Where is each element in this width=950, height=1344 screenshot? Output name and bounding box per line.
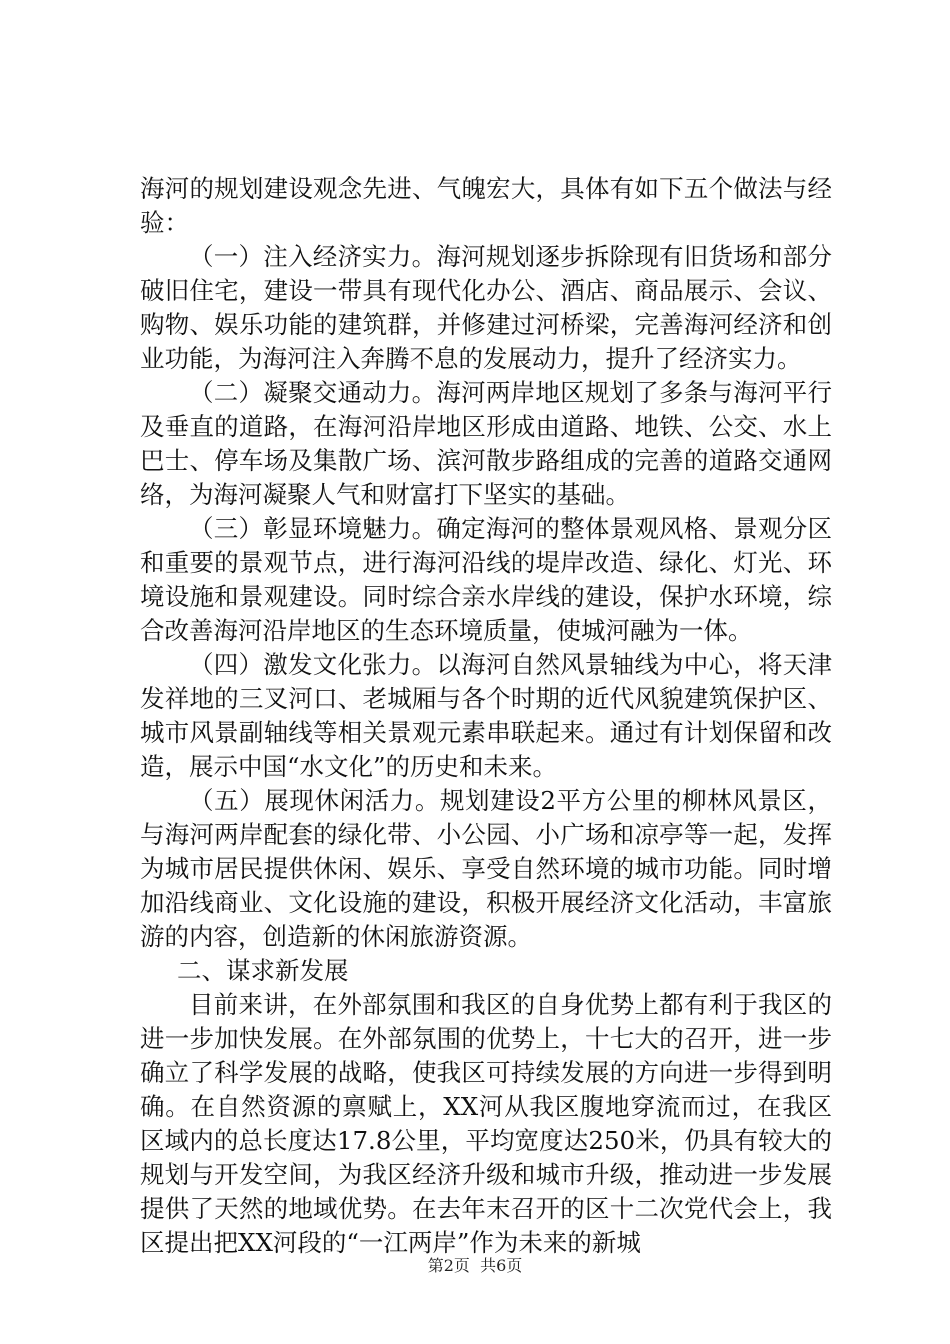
paragraph-item-1: （一）注入经济实力。海河规划逐步拆除现有旧货场和部分破旧住宅，建设一带具有现代化办公、酒店、商品展示、会议、购物、娱乐功能的建筑群，并修建过河桥梁，完善海河经济和创业功能，为海河注入奔腾不息的发展动力，提升了经济实力。: [140, 242, 832, 373]
paragraph-item-4: （四）激发文化张力。以海河自然风景轴线为中心，将天津发祥地的三叉河口、老城厢与各个时期的近代风貌建筑保护区、城市风景副轴线等相关景观元素串联起来。通过有计划保留和改造，展示中国“水文化”的历史和未来。: [140, 650, 832, 781]
document-body: [140, 172, 832, 1260]
paragraph-item-5: （五）展现休闲活力。规划建设2平方公里的柳林风景区，与海河两岸配套的绿化带、小公园、小广场和凉亭等一起，发挥为城市居民提供休闲、娱乐、享受自然环境的城市功能。同时增加沿线商业、文化设施的建设，积极开展经济文化活动，丰富旅游的内容，创造新的休闲旅游资源。: [140, 786, 832, 951]
paragraph-development: 目前来讲，在外部氛围和我区的自身优势上都有利于我区的进一步加快发展。在外部氛围的优势上，十七大的召开，进一步确立了科学发展的战略，使我区可持续发展的方向进一步得到明确。在自然资源的禀赋上，XX河从我区腹地穿流而过，在我区区域内的总长度达17.8公里，平均宽度达250米，仍具有较大的规划与开发空间，为我区经济升级和城市升级，推动进一步发展提供了天然的地域优势。在去年末召开的区十二次党代会上，我区提出把XX河段的“一江两岸”作为未来的新城: [140, 990, 832, 1257]
paragraph-item-2: （二）凝聚交通动力。海河两岸地区规划了多条与海河平行及垂直的道路，在海河沿岸地区形成由道路、地铁、公交、水上巴士、停车场及集散广场、滨河散步路组成的完善的道路交通网络，为海河凝聚人气和财富打下坚实的基础。: [140, 378, 832, 509]
section-heading: 二、谋求新发展: [177, 956, 349, 985]
page-footer: 第2页 共6页: [427, 1256, 523, 1275]
paragraph-intro: 海河的规划建设观念先进、气魄宏大，具体有如下五个做法与经验：: [140, 174, 832, 237]
paragraph-item-3: （三）彰显环境魅力。确定海河的整体景观风格、景观分区和重要的景观节点，进行海河沿线的堤岸改造、绿化、灯光、环境设施和景观建设。同时综合亲水岸线的建设，保护水环境，综合改善海河沿岸地区的生态环境质量，使城河融为一体。: [140, 514, 832, 645]
